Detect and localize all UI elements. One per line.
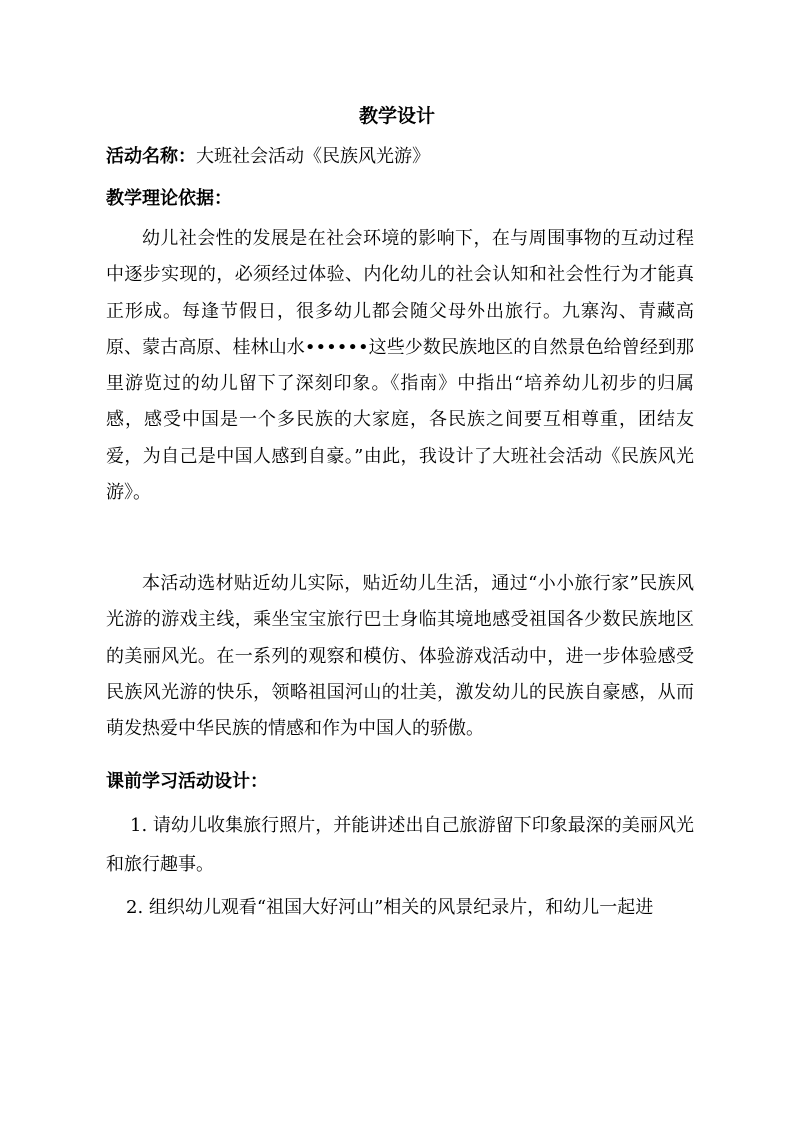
list-item: 1. 请幼儿收集旅行照片，并能讲述出自己旅游留下印象最深的美丽风光和旅行趣事。 — [106, 815, 694, 875]
activity-name-value: 大班社会活动《民族风光游》 — [196, 146, 430, 167]
theory-heading-text: 教学理论依据： — [106, 188, 232, 209]
document-title: 教学设计 — [358, 105, 435, 127]
theory-paragraph-2: 本活动选材贴近幼儿实际，贴近幼儿生活，通过“小小旅行家”民族风光游的游戏主线，乘坐宝宝旅行巴士身临其境地感受祖国各少数民族地区的美丽风光。在一系列的观察和模仿、体验游戏活动中，进一步体验感受民族风光游的快乐，领略祖国河山的壮美，激发幼儿的民族自豪感，从而萌发热爱中华民族的情感和作为中国人的骄傲。 — [106, 573, 694, 740]
activity-name-label: 活动名称： — [106, 146, 196, 167]
activity-name-line — [106, 143, 696, 171]
theory-paragraph-1: 幼儿社会性的发展是在社会环境的影响下，在与周围事物的互动过程中逐步实现的，必须经过体验、内化幼儿的社会认知和社会性行为才能真正形成。每逢节假日，很多幼儿都会随父母外出旅行。九寨沟、青藏高原、蒙古高原、桂林山水••••••这些少数民族地区的自然景色给曾经到那里游览过的幼儿留下了深刻印象。《指南》中指出“培养幼儿初步的归属感，感受中国是一个多民族的大家庭，各民族之间要互相尊重，团结友爱，为自己是中国人感到自豪。”由此，我设计了大班社会活动《民族风光游》。 — [106, 228, 694, 504]
theory-heading — [106, 185, 696, 213]
pre-class-heading — [106, 768, 696, 796]
list-item: 2. 组织幼儿观看“祖国大好河山”相关的风景纪录片，和幼儿一起进 — [126, 897, 654, 918]
pre-class-heading-text: 课前学习活动设计： — [106, 771, 268, 792]
